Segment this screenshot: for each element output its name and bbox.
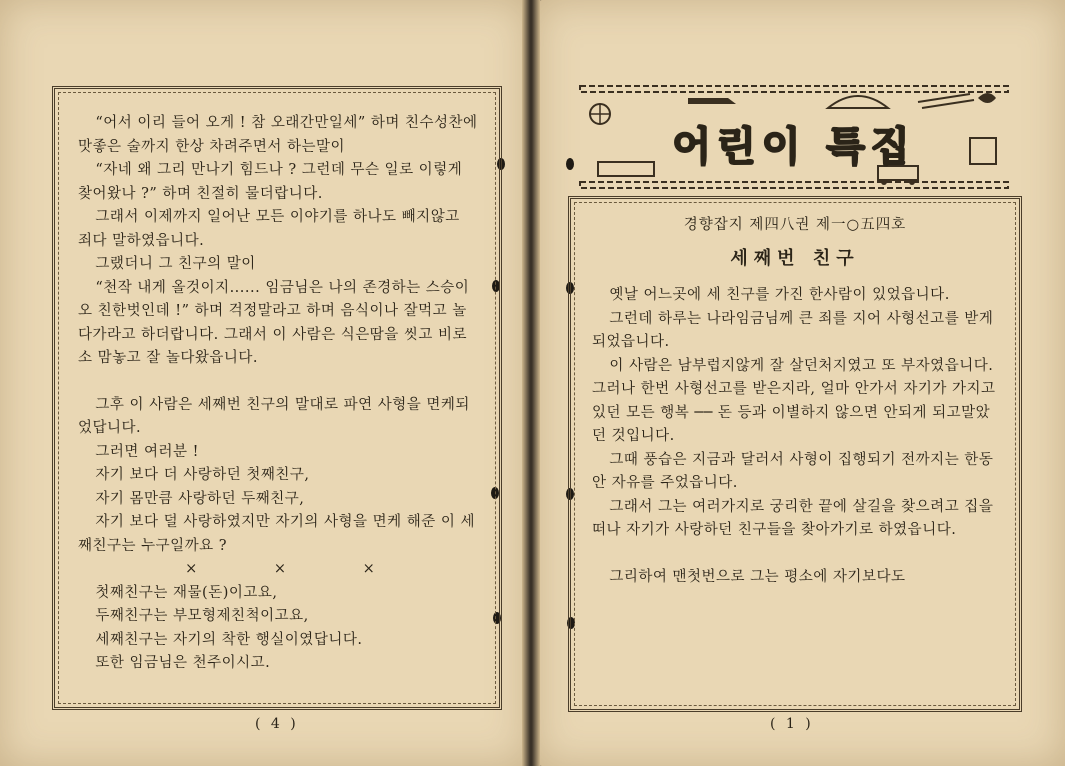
fan-icon (828, 96, 888, 108)
rail-track-icon (918, 94, 974, 108)
page-number-right: ( 1 ) (770, 716, 814, 732)
paragraph: 자기 보다 더 사랑하던 첫째친구, (95, 467, 310, 483)
toy-block-icon (970, 138, 996, 164)
left-page-body (78, 112, 478, 676)
header-banner (578, 78, 1010, 198)
paragraph: “자네 왜 그리 만나기 힘드나 ? 그런데 무슨 일로 이렇게 찾어왔나 ?” 하며 친절히 물더랍니다. (78, 162, 463, 202)
right-page-body (592, 284, 996, 589)
paragraph: 그랬더니 그 친구의 말이 (95, 256, 256, 272)
paragraph: “천작 내게 올것이지...... 임금님은 나의 존경하는 스승이오 친한벗인데 !” 하며 걱정말라고 하며 음식이나 잘먹고 놀다가라고 하더랍니다. 그래서 이 사람은 식은땀을 씻고 비로소 맘놓고 잘 놀다왔읍니다. (78, 279, 470, 366)
paragraph: 그래서 이제까지 일어난 모든 이야기를 하나도 빼지않고 죄다 말하였읍니다. (78, 209, 460, 249)
paragraph: 그래서 그는 여러가지로 궁리한 끝에 살길을 찾으려고 집을 떠나 자기가 사랑하던 친구들을 찾아가기로 하였읍니다. (592, 498, 994, 538)
toy-gun-icon (688, 98, 736, 104)
wheel-icon (881, 179, 887, 185)
paragraph: 첫째친구는 재물(돈)이고요, (95, 584, 278, 601)
paragraph: 그후 이 사람은 세째번 친구의 말대로 파연 사형을 면케되었답니다. (78, 396, 470, 436)
header-rail-bottom (580, 182, 1008, 188)
paragraph: 그런데 하루는 나라임금님께 큰 죄를 지어 사형선고를 받게되었읍니다. (592, 310, 994, 350)
paragraph-gap (78, 371, 478, 394)
paragraph: “어서 이리 들어 오게 ! 참 오래간만일세” 하며 친수성찬에 맛좋은 술까지 한상 차려주면서 하는말이 (78, 115, 478, 155)
magazine-issue-line: 경향잡지 제四八권 제一○五四호 (683, 217, 907, 233)
paragraph: 그리하여 맨첫번으로 그는 평소에 자기보다도 (609, 568, 906, 585)
header-title: 어린이 특집 (672, 124, 916, 170)
section-break-marks: × × × (185, 561, 411, 577)
paragraph: 그때 풍습은 지금과 달러서 사형이 집행되기 전까지는 한동안 자유를 주었읍니다. (592, 451, 994, 491)
paragraph: 자기 보다 덜 사랑하였지만 자기의 사형을 면케 해준 이 세째친구는 누구일까요 ? (78, 514, 476, 554)
paragraph: 두째친구는 부모형제친척이고요, (95, 608, 309, 624)
toy-train-icon (598, 162, 654, 176)
paragraph: 또한 임금님은 천주이시고. (95, 655, 271, 671)
page-number-left: ( 4 ) (255, 716, 299, 732)
header-rail-top (580, 86, 1008, 92)
paragraph: 그러면 여러분 ! (95, 443, 199, 460)
bird-icon (978, 93, 996, 103)
story-title: 세째번 친구 (730, 248, 860, 269)
paragraph: 옛날 어느곳에 세 친구를 가진 한사람이 있었읍니다. (609, 287, 950, 303)
paragraph: 세째친구는 자기의 착한 행실이였답니다. (95, 631, 363, 648)
book-spine (522, 0, 540, 766)
stitch-hole (566, 158, 574, 170)
paragraph: 이 사람은 남부럽지않게 잘 살던처지였고 또 부자였읍니다. 그러나 한번 사형선고를 받은지라, 얼마 안가서 자기가 가지고 있던 모든 행복 ── 돈 등과 이별하지 않으면 안되게 되고말았던 것입니다. (592, 357, 996, 444)
paragraph-gap (592, 543, 996, 566)
paragraph: 자기 몸만큼 사랑하던 두째친구, (95, 490, 305, 507)
wheel-icon (909, 179, 915, 185)
